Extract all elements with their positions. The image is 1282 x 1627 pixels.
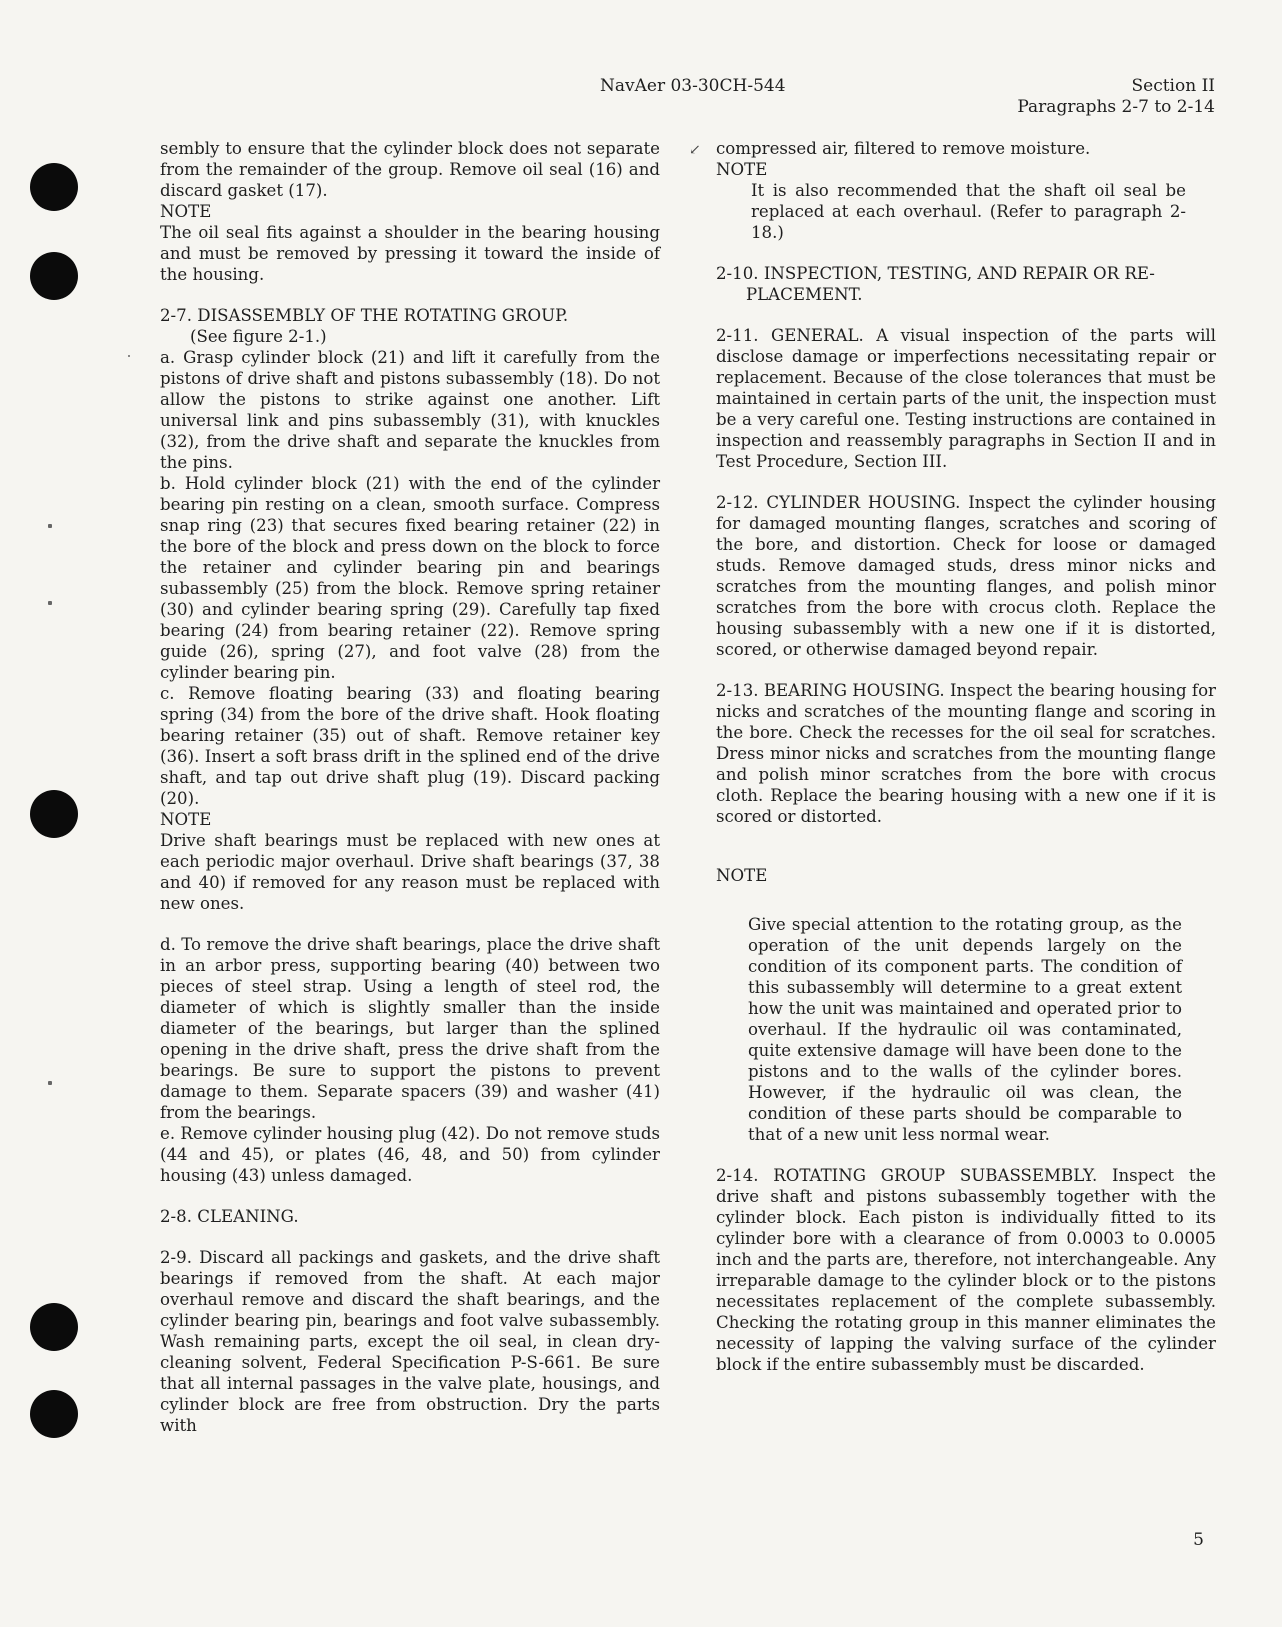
heading-text-continued: PLACEMENT.	[746, 285, 863, 304]
binder-hole-5	[30, 1390, 78, 1438]
step-c: c. Remove floating bearing (33) and floating bearing spring (34) from the bore of the drive shaft. Hook floating bearing retainer (35) out of shaft. Remove retainer key (36). Insert a soft brass drift in the splined end of the drive shaft, and tap out drive shaft plug (19). Discard packing (20).	[160, 684, 660, 808]
scan-speck	[48, 524, 52, 528]
section-header	[1017, 76, 1215, 118]
heading-text: 2-7. DISASSEMBLY OF THE ROTATING GROUP.	[160, 306, 569, 325]
scan-mark: ↙	[689, 142, 701, 158]
step-d: d. To remove the drive shaft bearings, place the drive shaft in an arbor press, supporting bearing (40) between two pieces of steel strap. Using a length of steel rod, the diameter of which is slightly smaller than the inside diameter of the bearings, but larger than the splined opening in the drive shaft, press the drive shaft from the bearings. Be sure to support the pistons to prevent damage to them. Separate spacers (39) and washer (41) from the bearings.	[160, 935, 660, 1122]
binder-hole-4	[30, 1303, 78, 1351]
heading-text: 2-10. INSPECTION, TESTING, AND REPAIR OR RE-	[716, 264, 1155, 283]
paragraph-2-14: 2-14. ROTATING GROUP SUBASSEMBLY. Inspect the drive shaft and pistons subassembly together with the cylinder block. Each piston is individually fitted to its cylinder bore with a clearance of from 0.0003 to 0.0005 inch and the parts are, therefore, not interchangeable. Any irreparable damage to the cylinder block or to the pistons necessitates replacement of the complete subassembly. Checking the rotating group in this manner eliminates the necessity of lapping the valving surface of the cylinder block if the entire subassembly must be discarded.	[716, 1166, 1216, 1374]
paragraph-heading-2-10	[716, 263, 1216, 305]
page-number: 5	[1193, 1530, 1204, 1550]
step-b: b. Hold cylinder block (21) with the end of the cylinder bearing pin resting on a clean, smooth surface. Compress snap ring (23) that secures fixed bearing retainer (22) in the bore of the block and press down on the block to force the retainer and cylinder bearing pin and bearings subassembly (25) from the block. Remove spring retainer (30) and cylinder bearing spring (29). Carefully tap fixed bearing (24) from bearing retainer (22). Remove spring guide (26), spring (27), and foot valve (28) from the cylinder bearing pin.	[160, 474, 660, 682]
scan-speck	[48, 1081, 52, 1085]
section-label: Section II	[1131, 76, 1215, 96]
binder-hole-3	[30, 790, 78, 838]
paragraph-2-12: 2-12. CYLINDER HOUSING. Inspect the cylinder housing for damaged mounting flanges, scratches and scoring of the bore, and distortion. Check for loose or damaged studs. Remove damaged studs, dress minor nicks and scratches from the mounting flanges, and polish minor scratches from the bore with crocus cloth. Replace the housing subassembly with a new one if it is distorted, scored, or otherwise damaged beyond repair.	[716, 493, 1216, 659]
paragraph-heading-2-8: 2-8. CLEANING.	[160, 1207, 299, 1226]
figure-reference: (See figure 2-1.)	[190, 327, 327, 346]
scan-speck	[48, 601, 52, 605]
note-title: NOTE	[160, 810, 212, 829]
paragraph-2-11: 2-11. GENERAL. A visual inspection of the parts will disclose damage or imperfections necessitating repair or replacement. Because of the close tolerances that must be maintained in certain parts of the unit, the inspection must be a very careful one. Testing instructions are contained in inspection and reassembly paragraphs in Section II and in Test Procedure, Section III.	[716, 326, 1216, 471]
step-e: e. Remove cylinder housing plug (42). Do not remove studs (44 and 45), or plates (46, 48, and 50) from cylinder housing (43) unless damaged.	[160, 1124, 660, 1185]
paragraph-2-9: 2-9. Discard all packings and gaskets, and the drive shaft bearings if removed from the shaft. At each major overhaul remove and discard the shaft bearings, and the cylinder bearing pin, bearings and foot valve subassembly. Wash remaining parts, except the oil seal, in clean dry-cleaning solvent, Federal Specification P-S-661. Be sure that all internal passages in the valve plate, housings, and cylinder block are free from obstruction. Dry the parts with	[160, 1248, 660, 1435]
continued-text: sembly to ensure that the cylinder block does not separate from the remainder of the group. Remove oil seal (16) and discard gasket (17).	[160, 139, 660, 200]
note-body: It is also recommended that the shaft oil seal be replaced at each overhaul. (Refer to paragraph 2-18.)	[751, 181, 1186, 242]
document-number: NavAer 03-30CH-544	[600, 76, 786, 96]
left-column	[160, 138, 660, 1436]
note-title: NOTE	[160, 202, 212, 221]
right-column	[716, 138, 1216, 1375]
paragraph-heading-2-7	[160, 305, 660, 347]
note-body: Drive shaft bearings must be replaced with new ones at each periodic major overhaul. Drive shaft bearings (37, 38 and 40) if removed for any reason must be replaced with new ones.	[160, 831, 660, 913]
binder-hole-1	[30, 163, 78, 211]
paragraph-2-13: 2-13. BEARING HOUSING. Inspect the bearing housing for nicks and scratches of the mounting flange and scoring in the bore. Check the recesses for the oil seal for scratches. Dress minor nicks and scratches from the mounting flange and polish minor scratches from the bore with crocus cloth. Replace the bearing housing with a new one if it is scored or distorted.	[716, 681, 1216, 826]
note-title: NOTE	[716, 160, 768, 179]
binder-hole-2	[30, 252, 78, 300]
step-a: a. Grasp cylinder block (21) and lift it carefully from the pistons of drive shaft and pistons subassembly (18). Do not allow the pistons to strike against one another. Lift universal link and pins subassembly (31), with knuckles (32), from the drive shaft and separate the knuckles from the pins.	[160, 348, 660, 472]
scan-speck	[128, 355, 130, 357]
note-title: NOTE	[716, 866, 768, 885]
note-body: The oil seal fits against a shoulder in the bearing housing and must be removed by pressing it toward the inside of the housing.	[160, 223, 660, 284]
paragraph-range: Paragraphs 2-7 to 2-14	[1017, 97, 1215, 117]
continued-text: compressed air, filtered to remove moisture.	[716, 139, 1091, 158]
note-body: Give special attention to the rotating group, as the operation of the unit depends largely on the condition of its component parts. The condition of this subassembly will determine to a great extent how the unit was maintained and operated prior to overhaul. If the hydraulic oil was contaminated, quite extensive damage will have been done to the pistons and to the walls of the cylinder bores. However, if the hydraulic oil was clean, the condition of these parts should be comparable to that of a new unit less normal wear.	[748, 915, 1182, 1144]
